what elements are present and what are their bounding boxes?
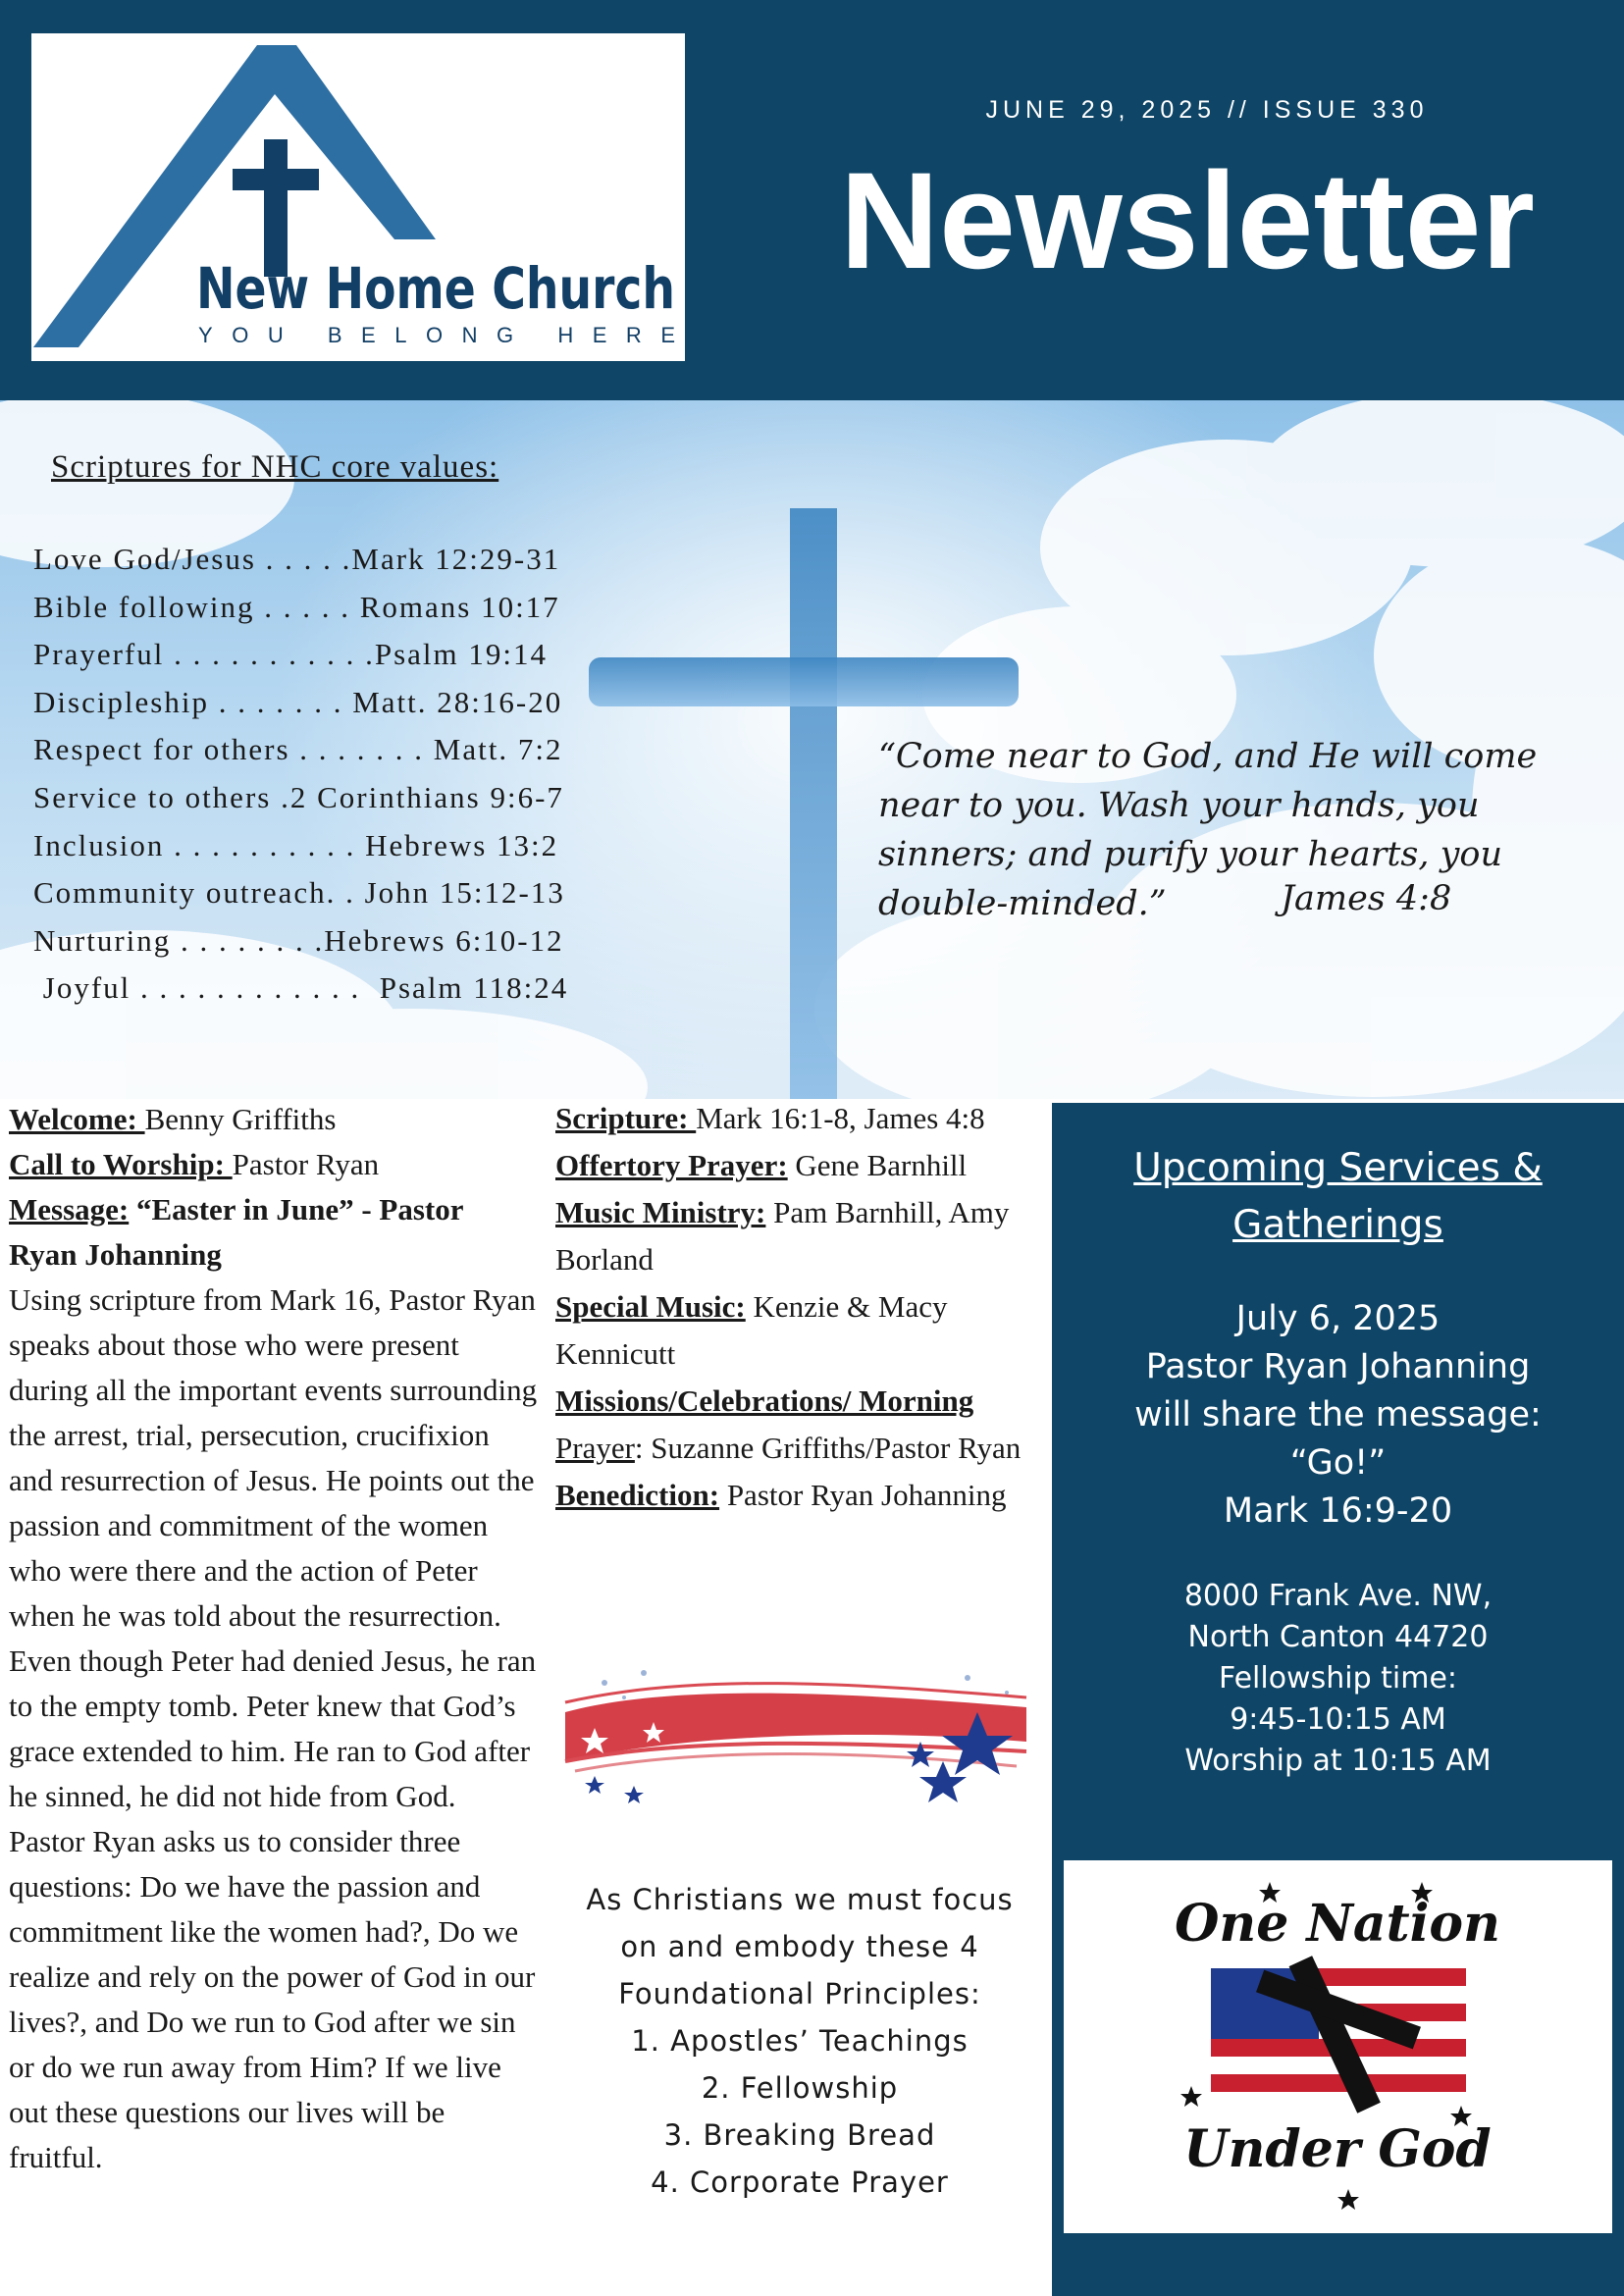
missions-value: : Suzanne Griffiths/Pastor Ryan xyxy=(634,1431,1022,1465)
fellowship-label: Fellowship time: xyxy=(1218,1661,1458,1696)
scripture-item: Discipleship . . . . . . . Matt. 28:16-20 xyxy=(33,684,563,719)
scripture-item: Respect for others . . . . . . . Matt. 7:2 xyxy=(33,732,563,767)
special-music-label: Special Music: xyxy=(555,1289,746,1324)
house-cross-icon xyxy=(31,33,685,361)
scripture-list xyxy=(33,536,568,1013)
church-logo xyxy=(31,33,685,361)
scripture-item: Community outreach. . John 15:12-13 xyxy=(33,875,565,911)
newsletter-title: Newsletter xyxy=(839,143,1536,297)
offertory-label: Offertory Prayer: xyxy=(555,1148,788,1182)
scripture-item: Service to others .2 Corinthians 9:6-7 xyxy=(33,779,564,814)
call-to-worship-line xyxy=(9,1142,539,1187)
missions-label: Missions/Celebrations/ Morning xyxy=(555,1383,974,1418)
upcoming-date: July 6, 2025 xyxy=(1235,1299,1441,1338)
svg-text:YOU BELONG HERE: YOU BELONG HERE xyxy=(198,323,675,347)
special-music-value: Kenzie & Macy Kennicutt xyxy=(555,1289,948,1371)
upcoming-scripture: Mark 16:9-20 xyxy=(1223,1491,1453,1531)
welcome-value: Benny Griffiths xyxy=(144,1102,337,1136)
upcoming-speaker: Pastor Ryan Johanning xyxy=(1145,1347,1531,1386)
upcoming-text: will share the message: xyxy=(1134,1395,1542,1435)
hero-cross-sky xyxy=(0,400,1624,1099)
issue-date-line: JUNE 29, 2025 // ISSUE 330 xyxy=(985,96,1429,124)
principle-item: 1. Apostles’ Teachings xyxy=(631,2024,969,2058)
missions-line xyxy=(555,1378,1056,1472)
scripture-item: Prayerful . . . . . . . . . . .Psalm 19:14 xyxy=(33,637,548,672)
benediction-value: Pastor Ryan Johanning xyxy=(719,1478,1007,1512)
address-line: North Canton 44720 xyxy=(1187,1620,1489,1654)
benediction-line xyxy=(555,1472,1056,1519)
scripture-line xyxy=(555,1095,1056,1142)
welcome-line xyxy=(9,1097,539,1142)
offertory-line xyxy=(555,1142,1056,1189)
call-to-worship-label: Call to Worship: xyxy=(9,1147,233,1181)
principles-line: on and embody these 4 xyxy=(620,1930,979,1963)
scripture-item: Bible following . . . . . Romans 10:17 xyxy=(33,589,560,624)
music-ministry-label: Music Ministry: xyxy=(555,1195,766,1229)
principles-line: Foundational Principles: xyxy=(618,1977,981,2010)
scripture-item: Love God/Jesus . . . . .Mark 12:29-31 xyxy=(33,542,561,576)
upcoming-message-title: “Go!” xyxy=(1289,1443,1387,1483)
upcoming-heading xyxy=(1052,1140,1624,1254)
welcome-label: Welcome: xyxy=(9,1102,145,1136)
upcoming-sidebar xyxy=(1052,1103,1624,2296)
scripture-label: Scripture: xyxy=(555,1101,697,1135)
service-order-column xyxy=(9,1097,539,2180)
service-details-column xyxy=(555,1095,1056,1519)
upcoming-service-info xyxy=(1052,1295,1624,1536)
scripture-item: Inclusion . . . . . . . . . . Hebrews 13:2 xyxy=(33,827,559,862)
one-nation-under-god-graphic xyxy=(1064,1860,1612,2233)
scripture-heading: Scriptures for NHC core values: xyxy=(51,449,499,485)
missions-label-cont: Prayer xyxy=(555,1431,635,1465)
message-line xyxy=(9,1187,539,1278)
principle-item: 2. Fellowship xyxy=(701,2071,899,2105)
message-title: “Easter in June” - Pastor Ryan Johanning xyxy=(9,1192,463,1272)
message-summary: Using scripture from Mark 16, Pastor Ryan speaks about those who were present during all the important events surrounding the arrest, trial, persecution, crucifixion and resurrection of Jesus. He points out the passion and commitment of the women who were there and the action of Peter when he was told about the resurrection. Even though Peter had denied Jesus, he ran to the empty tomb. Peter knew that God’s grace extended to him. He ran to God after he sinned, he did not hide from God. Pastor Ryan asks us to consider three questions: Do we have the passion and commitment like the women had?, Do we realize and rely on the power of God in our lives?, and Do we run to God after we sin or do we run away from Him? If we live out these questions our lives will be fruitful. xyxy=(9,1282,538,2174)
svg-text:One Nation: One Nation xyxy=(1175,1894,1500,1954)
music-ministry-line xyxy=(555,1189,1056,1283)
upcoming-heading-line: Gatherings xyxy=(1232,1203,1443,1247)
flag-cross-icon xyxy=(1064,1860,1612,2233)
offertory-value: Gene Barnhill xyxy=(787,1148,968,1182)
principles-line: As Christians we must focus xyxy=(586,1883,1014,1916)
bible-quote: “Come near to God, and He will come near to you. Wash your hands, you sinners; and purify your hearts, you double-minded.” xyxy=(878,737,1538,923)
scripture-item: Joyful . . . . . . . . . . . . Psalm 118:24 xyxy=(33,970,569,1006)
fellowship-time: 9:45-10:15 AM xyxy=(1230,1702,1446,1737)
benediction-label: Benediction: xyxy=(555,1478,720,1512)
scripture-value: Mark 16:1-8, James 4:8 xyxy=(696,1101,985,1135)
upcoming-heading-line: Upcoming Services & xyxy=(1133,1146,1543,1190)
patriotic-ribbon-banner xyxy=(555,1653,1036,1810)
foundational-principles xyxy=(559,1876,1040,2206)
worship-time: Worship at 10:15 AM xyxy=(1184,1744,1492,1778)
message-label: Message: xyxy=(9,1192,130,1226)
special-music-line xyxy=(555,1283,1056,1378)
masthead xyxy=(0,0,1624,400)
principle-item: 3. Breaking Bread xyxy=(663,2118,936,2152)
address-line: 8000 Frank Ave. NW, xyxy=(1183,1579,1493,1613)
church-details xyxy=(1052,1576,1624,1782)
bible-quote-reference: James 4:8 xyxy=(1281,879,1452,918)
music-ministry-value: Pam Barnhill, Amy Borland xyxy=(555,1195,1010,1277)
principle-item: 4. Corporate Prayer xyxy=(651,2166,949,2199)
call-to-worship-value: Pastor Ryan xyxy=(232,1147,380,1181)
svg-text:Under God: Under God xyxy=(1183,2119,1492,2179)
scripture-item: Nurturing . . . . . . . .Hebrews 6:10-12 xyxy=(33,922,564,958)
svg-text:New Home Church: New Home Church xyxy=(196,255,675,322)
